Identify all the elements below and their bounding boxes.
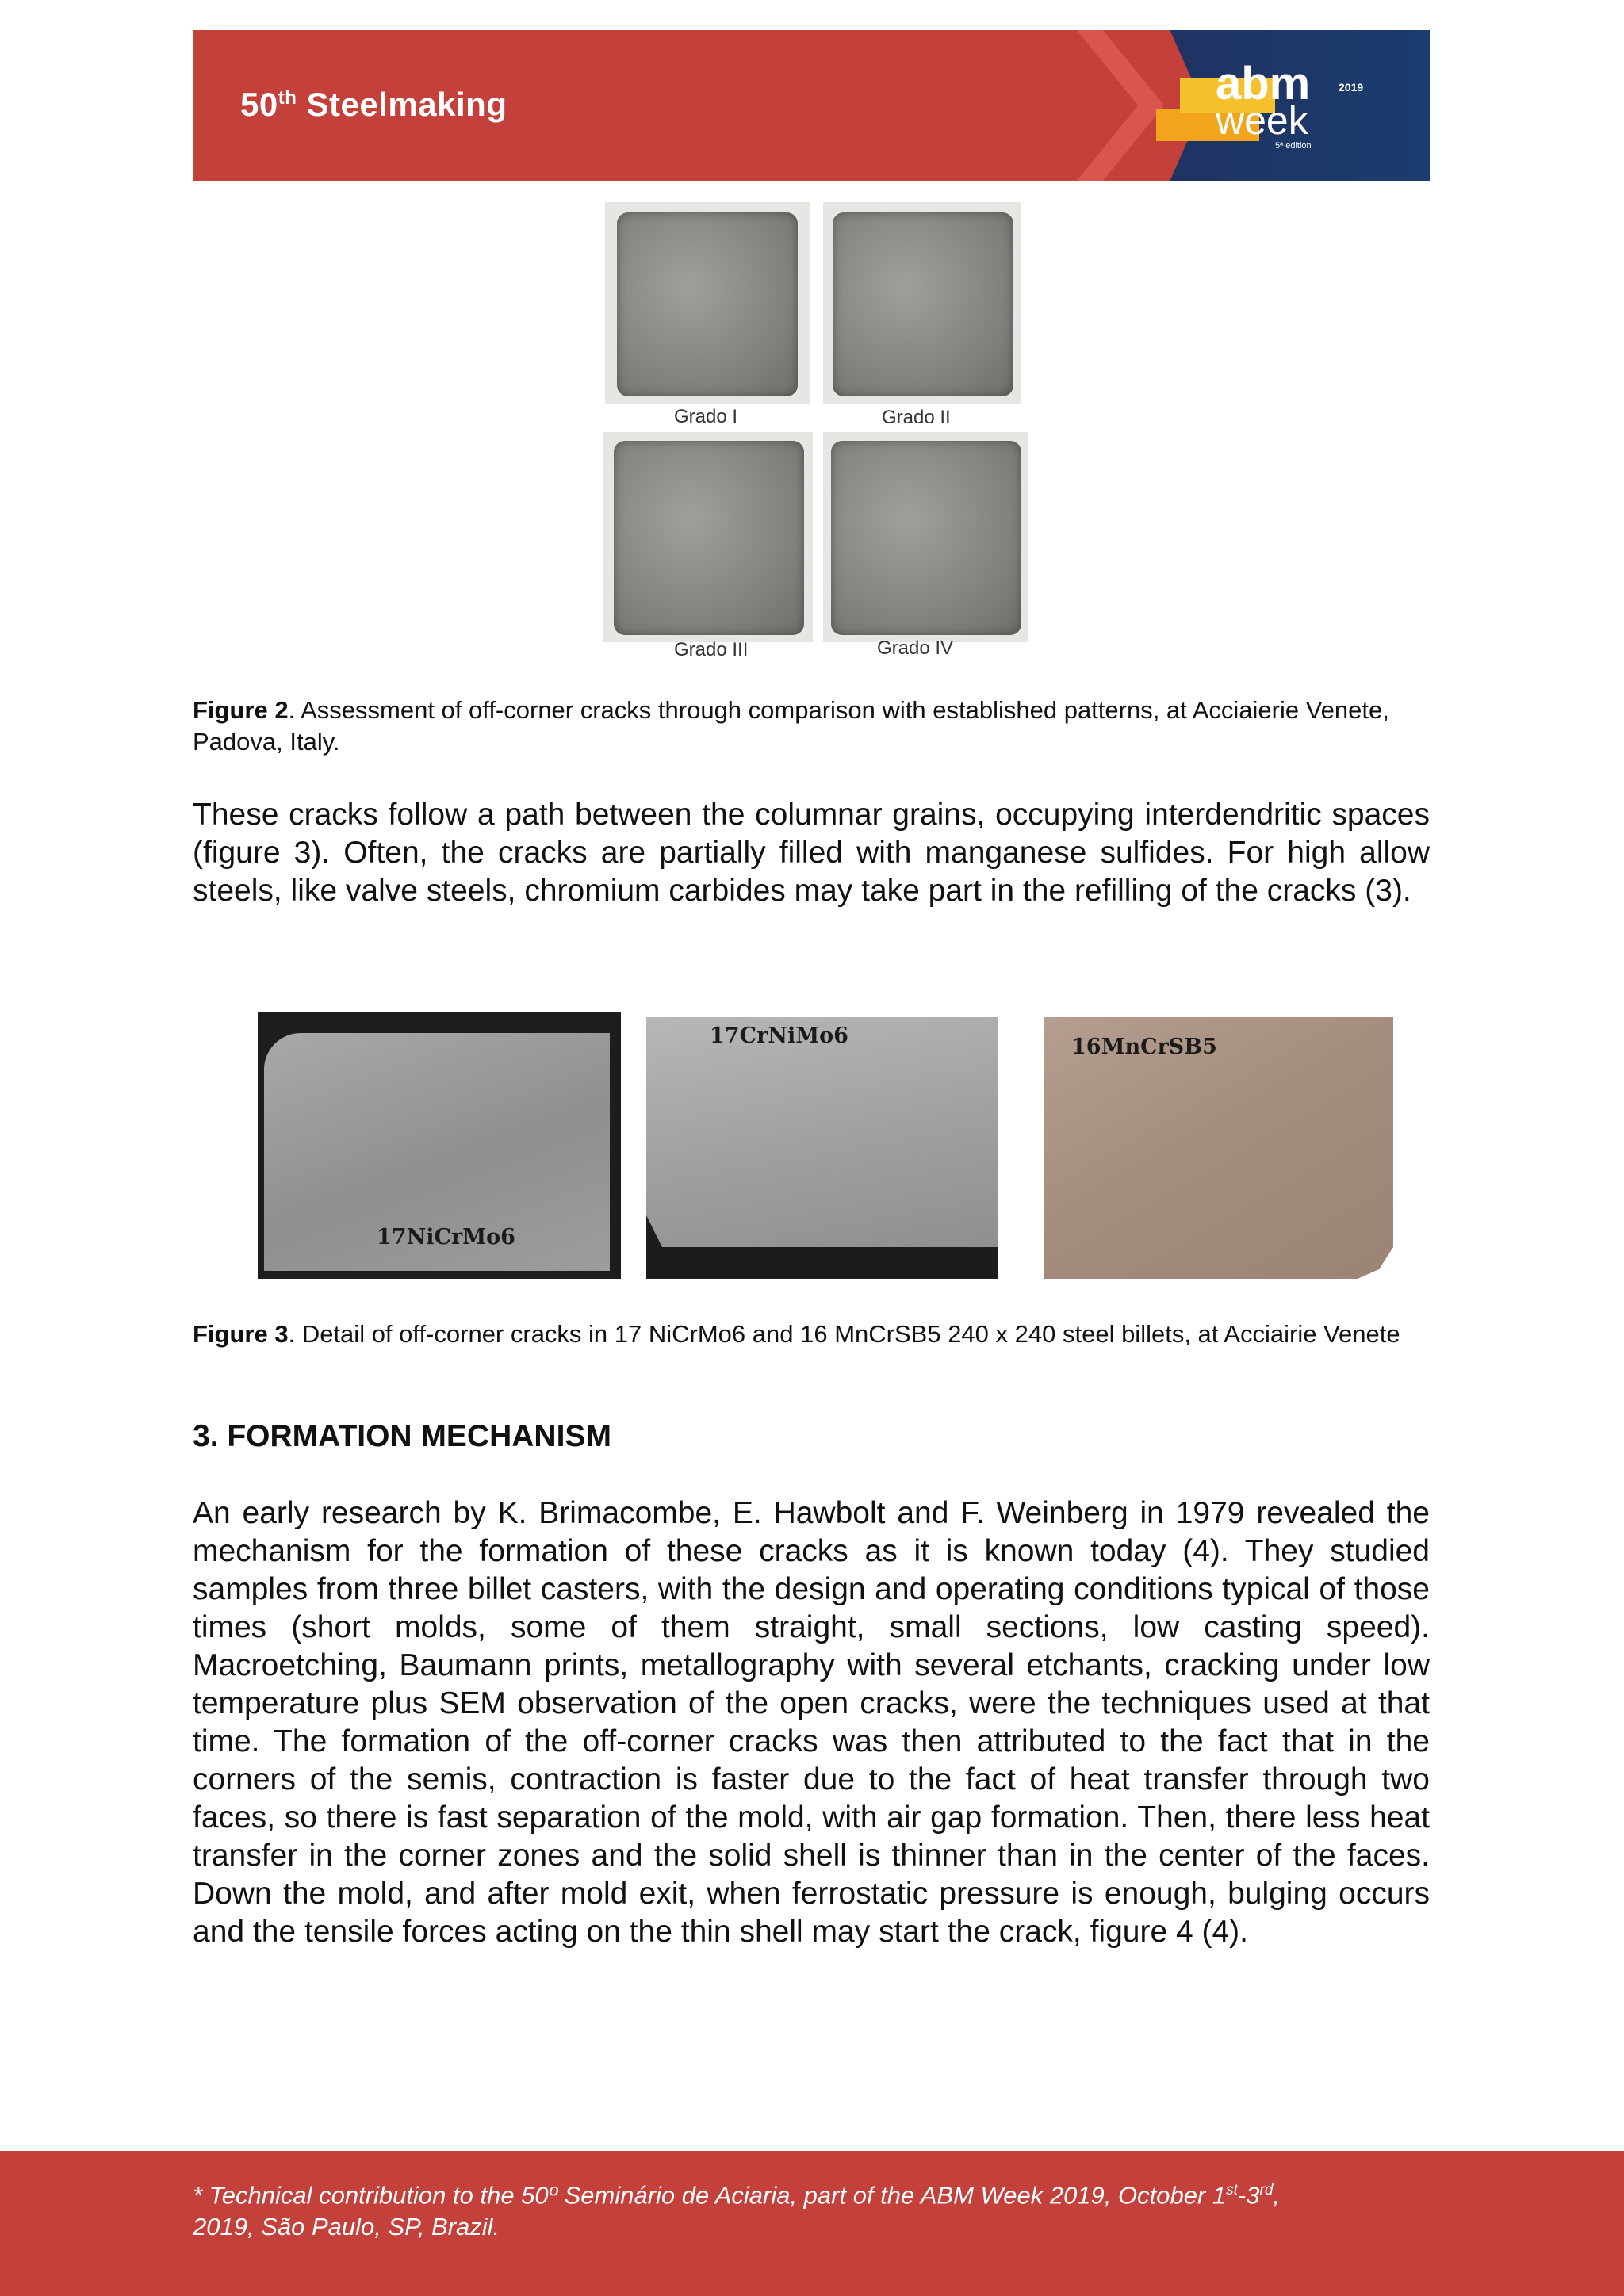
billet-photo-17nicrmo6 xyxy=(258,1012,621,1279)
sample-grado-iv-image xyxy=(831,441,1021,635)
sample-grado-iii-image xyxy=(614,441,804,635)
billet-photo-16mncrsb5 xyxy=(1044,1017,1393,1279)
header-banner xyxy=(193,30,1430,181)
footer-bar xyxy=(0,2151,1624,2296)
event-title: 50th Steelmaking xyxy=(240,86,508,123)
grado-label: Grado IV xyxy=(877,637,954,659)
footer-note: * Technical contribution to the 50º Seminário de Aciaria, part of the ABM Week 2019, October 1st-3rd, 2019, São Paulo, SP, Brazil. xyxy=(193,2181,1281,2241)
banner-chevron xyxy=(1077,30,1164,181)
figure-3-caption: Figure 3. Detail of off-corner cracks in 17 NiCrMo6 and 16 MnCrSB5 240 x 240 steel billets, at Acciairie Venete xyxy=(193,1320,1400,1348)
grado-label: Grado I xyxy=(674,406,738,427)
logo-abm-text: abm xyxy=(1216,58,1311,109)
sample-grado-i-image xyxy=(617,212,798,396)
abm-week-logo xyxy=(1156,58,1386,151)
section-heading: 3. FORMATION MECHANISM xyxy=(193,1419,611,1453)
grado-label: Grado III xyxy=(674,639,749,660)
logo-week-text: week xyxy=(1216,98,1308,143)
billet-label: 17NiCrMo6 xyxy=(377,1225,515,1249)
figure-2-caption: Figure 2. Assessment of off-corner cracks through comparison with established patterns, at Acciaierie Venete, Padova, Italy. xyxy=(193,696,1389,756)
billet-label: 16MnCrSB5 xyxy=(1071,1035,1217,1059)
logo-edition: 5ª edition xyxy=(1275,141,1312,151)
sample-grado-ii-image xyxy=(833,212,1013,396)
paragraph-formation-mechanism: An early research by K. Brimacombe, E. Hawbolt and F. Weinberg in 1979 revealed the mechanism for the formation of these cracks as it is known today (4). They studied samples from three billet casters, with the design and operating conditions typical of those times (short molds, some of them straight, small sections, low casting speed). Macroetching, Baumann prints, metallography with several etchants, cracking under low temperature plus SEM observation of the open cracks, were the techniques used at that time. The formation of the off-corner cracks was then attributed to the fact that in the corners of the semis, contraction is faster due to the fact of heat transfer through two faces, so there is fast separation of the mold, with air gap formation. Then, there less heat transfer in the corner zones and the solid shell is thinner than in the center of the faces. Down the mold, and after mold exit, when ferrostatic pressure is enough, bulging occurs and the tensile forces acting on the thin shell may start the crack, figure 4 (4). xyxy=(193,1496,1430,1949)
grado-label: Grado II xyxy=(882,407,951,428)
billet-label: 17CrNiMo6 xyxy=(710,1024,848,1048)
logo-year: 2019 xyxy=(1339,81,1364,94)
paragraph-cracks-path: These cracks follow a path between the columnar grains, occupying interdendritic spaces (figure 3). Often, the cracks are partially filled with manganese sulfides. For high allow steels, like valve steels, chromium carbides may take part in the refilling of the cracks (3). xyxy=(193,798,1430,908)
billet-photo-17crnimo6 xyxy=(646,1017,998,1279)
